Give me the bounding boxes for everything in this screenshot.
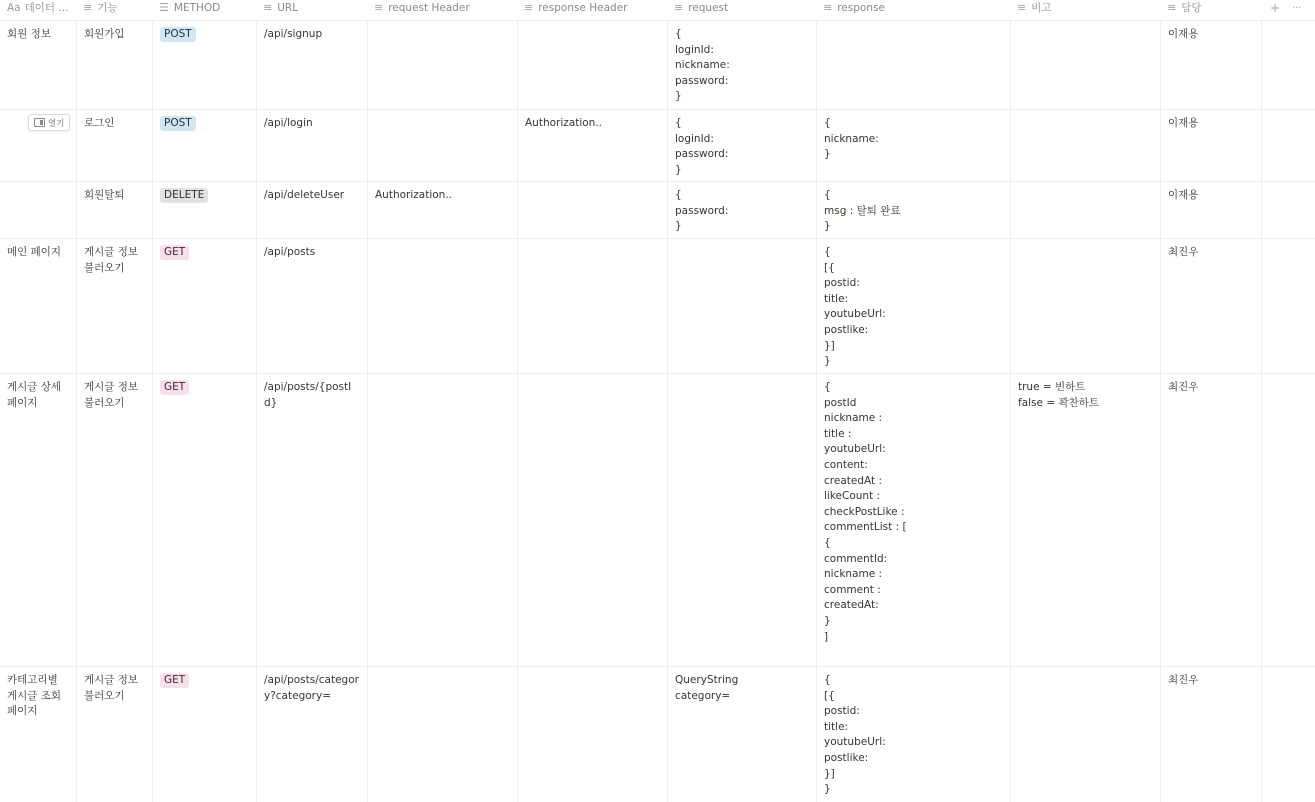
column-header-label: request Header (388, 2, 470, 14)
cell-response-header[interactable] (517, 374, 667, 667)
cell-response-header[interactable] (517, 182, 667, 239)
cell-url[interactable] (256, 667, 367, 802)
text-line: youtubeUrl: (824, 443, 886, 456)
column-header-label: METHOD (173, 2, 221, 14)
open-page-icon (34, 118, 45, 127)
text-line: nickname: (675, 59, 730, 72)
text-line: commentList : [ (824, 521, 907, 534)
cell-method[interactable] (152, 21, 256, 110)
column-header-label: 데이터 ... (24, 2, 69, 14)
cell-method[interactable] (152, 667, 256, 802)
url-text: /api/login (264, 117, 313, 129)
cell-page-name[interactable] (0, 374, 76, 667)
table-row[interactable] (0, 373, 1315, 667)
cell-note[interactable] (1010, 110, 1160, 182)
feature-text: 게시글 정보 불러오기 (84, 381, 139, 409)
page-name-text: 게시글 상세 페이지 (7, 381, 62, 409)
cell-note[interactable] (1010, 667, 1160, 802)
cell-empty (1261, 667, 1310, 802)
owner-text: 이재용 (1168, 28, 1199, 40)
text-line: } (824, 220, 831, 233)
text-line: postlike: (824, 323, 869, 336)
header-actions (1270, 0, 1302, 16)
cell-note[interactable] (1010, 239, 1160, 374)
column-header-note[interactable] (1010, 0, 1160, 16)
text-line: } (824, 783, 831, 796)
cell-method[interactable] (152, 239, 256, 374)
text-line: ] (824, 630, 829, 643)
text-line: } (675, 90, 682, 103)
cell-note[interactable] (1010, 182, 1160, 239)
cell-feature[interactable] (76, 374, 152, 667)
cell-url[interactable] (256, 110, 367, 182)
open-button-label: 열기 (48, 117, 65, 128)
text-line: commentId: (824, 552, 888, 565)
cell-empty (1261, 239, 1310, 374)
cell-response-body[interactable] (816, 21, 1010, 110)
text-line: content: (824, 458, 868, 471)
text-lines-icon: ≡ (1017, 1, 1027, 14)
text-line: postId (824, 396, 857, 409)
text-lines-icon: ≡ (823, 1, 833, 14)
column-header-label: 기능 (97, 2, 118, 14)
cell-response-body[interactable] (816, 110, 1010, 182)
text-line: } (824, 614, 831, 627)
url-text: /api/posts/{postId} (264, 381, 352, 409)
column-header-request-header[interactable] (367, 0, 517, 16)
cell-response-body[interactable] (816, 374, 1010, 667)
column-header-page-name[interactable] (0, 0, 76, 16)
request-header-text: Authorization.. (375, 189, 453, 201)
cell-url[interactable] (256, 239, 367, 374)
cell-method[interactable] (152, 374, 256, 667)
cell-method[interactable] (152, 182, 256, 239)
response-header-text: Authorization.. (525, 117, 603, 129)
method-tag: GET (160, 673, 189, 688)
method-tag: POST (160, 27, 196, 42)
cell-note[interactable] (1010, 374, 1160, 667)
text-line: { (824, 381, 831, 393)
page-name-text: 회원 정보 (7, 28, 51, 40)
text-line: } (675, 163, 682, 176)
feature-text: 회원가입 (84, 28, 125, 40)
column-header-label: 비고 (1031, 2, 1052, 14)
column-header-request-body[interactable] (667, 0, 816, 16)
text-lines-icon: ≡ (83, 1, 93, 14)
text-line: password: (675, 204, 729, 217)
cell-owner[interactable] (1160, 182, 1261, 239)
text-line: { (824, 117, 831, 129)
text-line: { (824, 674, 831, 686)
cell-request-header[interactable] (367, 239, 517, 374)
cell-url[interactable] (256, 182, 367, 239)
cell-response-header[interactable] (517, 21, 667, 110)
text-line: title: (824, 292, 849, 305)
text-line: msg : 탈퇴 완료 (824, 204, 901, 217)
owner-text: 최진우 (1168, 246, 1199, 258)
cell-request-body[interactable] (667, 239, 816, 374)
url-text: /api/signup (264, 28, 323, 40)
table-row[interactable] (0, 109, 1315, 182)
open-row-button[interactable] (28, 114, 70, 131)
method-tag: DELETE (160, 188, 208, 203)
cell-request-header[interactable] (367, 110, 517, 182)
cell-method[interactable] (152, 110, 256, 182)
cell-empty (1261, 182, 1310, 239)
text-line: }] (824, 339, 835, 352)
text-line: [{ (824, 261, 835, 274)
text-line: true = 빈하트 (1018, 381, 1086, 393)
column-header-response-body[interactable] (816, 0, 1010, 16)
text-line: { (675, 28, 682, 40)
column-header-feature[interactable] (76, 0, 152, 16)
text-lines-icon: ≡ (374, 1, 384, 14)
text-line: postid: (824, 277, 860, 290)
text-line: } (824, 355, 831, 368)
text-line: youtubeUrl: (824, 736, 886, 749)
title-icon: Aa (7, 2, 21, 14)
text-line: } (675, 220, 682, 233)
text-line: nickname: (824, 132, 879, 145)
text-line: { (824, 189, 831, 201)
feature-text: 게시글 정보 불러오기 (84, 674, 139, 702)
text-lines-icon: ≡ (524, 1, 534, 14)
text-line: { (675, 189, 682, 201)
table-header (0, 0, 1315, 16)
cell-response-header[interactable] (517, 239, 667, 374)
column-header-label: URL (277, 2, 299, 14)
text-line: false = 꽉찬하트 (1018, 396, 1100, 409)
cell-url[interactable] (256, 21, 367, 110)
cell-feature[interactable] (76, 667, 152, 802)
cell-request-header[interactable] (367, 21, 517, 110)
cell-request-header[interactable] (367, 182, 517, 239)
cell-request-body[interactable] (667, 21, 816, 110)
text-line: title : (824, 427, 852, 440)
column-header-response-header[interactable] (517, 0, 667, 16)
cell-note[interactable] (1010, 21, 1160, 110)
cell-page-name[interactable] (0, 239, 76, 374)
text-lines-icon: ≡ (1167, 1, 1177, 14)
text-lines-icon: ≡ (263, 1, 273, 14)
text-line: { (675, 117, 682, 129)
url-text: /api/posts (264, 246, 316, 258)
column-header-url[interactable] (256, 0, 367, 16)
text-line: createdAt : (824, 474, 882, 487)
cell-request-header[interactable] (367, 374, 517, 667)
text-lines-icon: ≡ (674, 1, 684, 14)
text-line: likeCount : (824, 490, 881, 503)
add-column-button[interactable]: + (1270, 1, 1281, 15)
table-row[interactable] (0, 666, 1315, 802)
text-line: comment : (824, 583, 881, 596)
text-line: loginId: (675, 43, 714, 56)
text-line: category= (675, 689, 731, 702)
text-line: { (824, 246, 831, 258)
text-line: youtubeUrl: (824, 308, 886, 321)
cell-request-body[interactable] (667, 110, 816, 182)
more-options-button[interactable]: ··· (1292, 2, 1302, 14)
owner-text: 이재용 (1168, 189, 1199, 201)
column-header-method[interactable] (152, 0, 256, 16)
cell-request-body[interactable] (667, 182, 816, 239)
page-name-text: 카테고리별 게시글 조회 페이지 (7, 674, 62, 718)
text-line: title: (824, 720, 849, 733)
list-icon: ☰ (159, 1, 169, 14)
cell-response-header[interactable] (517, 667, 667, 802)
cell-response-body[interactable] (816, 239, 1010, 374)
method-tag: GET (160, 245, 189, 260)
text-line: }] (824, 767, 835, 780)
column-header-label: response Header (538, 2, 628, 14)
method-tag: GET (160, 380, 189, 395)
text-line: { (824, 536, 831, 549)
column-header-label: 담당 (1181, 2, 1202, 14)
table-row[interactable] (0, 238, 1315, 374)
owner-text: 이재용 (1168, 117, 1199, 129)
table-row[interactable] (0, 20, 1315, 110)
cell-empty (1261, 374, 1310, 667)
text-line: postid: (824, 705, 860, 718)
cell-response-body[interactable] (816, 667, 1010, 802)
table-row[interactable] (0, 181, 1315, 239)
cell-feature[interactable] (76, 239, 152, 374)
page-name-text: 메인 페이지 (7, 246, 62, 258)
owner-text: 최진우 (1168, 381, 1199, 393)
cell-feature[interactable] (76, 21, 152, 110)
feature-text: 게시글 정보 불러오기 (84, 246, 139, 274)
text-line: loginId: (675, 132, 714, 145)
text-line: password: (675, 74, 729, 87)
feature-text: 로그인 (84, 117, 115, 129)
cell-empty (1261, 110, 1310, 182)
cell-request-header[interactable] (367, 667, 517, 802)
cell-feature[interactable] (76, 110, 152, 182)
cell-owner[interactable] (1160, 667, 1261, 802)
url-text: /api/posts/category?category= (264, 674, 359, 702)
text-line: postlike: (824, 751, 869, 764)
text-line: [{ (824, 689, 835, 702)
text-line: password: (675, 148, 729, 161)
feature-text: 회원탈퇴 (84, 189, 125, 201)
text-line: nickname : (824, 568, 883, 581)
cell-feature[interactable] (76, 182, 152, 239)
text-line: nickname : (824, 412, 883, 425)
cell-request-body[interactable] (667, 667, 816, 802)
method-tag: POST (160, 116, 196, 131)
cell-url[interactable] (256, 374, 367, 667)
cell-owner[interactable] (1160, 374, 1261, 667)
text-line: createdAt: (824, 599, 879, 612)
text-line: QueryString (675, 674, 739, 686)
column-header-owner[interactable] (1160, 0, 1261, 16)
cell-owner[interactable] (1160, 110, 1261, 182)
text-line: checkPostLike : (824, 505, 905, 518)
cell-page-name[interactable] (0, 21, 76, 110)
cell-empty (1261, 21, 1310, 110)
cell-page-name[interactable] (0, 182, 76, 239)
cell-request-body[interactable] (667, 374, 816, 667)
cell-page-name[interactable] (0, 667, 76, 802)
text-line: } (824, 148, 831, 161)
column-header-label: response (837, 2, 885, 14)
cell-response-header[interactable] (517, 110, 667, 182)
column-header-label: request (688, 2, 729, 14)
cell-response-body[interactable] (816, 182, 1010, 239)
cell-owner[interactable] (1160, 239, 1261, 374)
url-text: /api/deleteUser (264, 189, 345, 201)
cell-owner[interactable] (1160, 21, 1261, 110)
owner-text: 최진우 (1168, 674, 1199, 686)
